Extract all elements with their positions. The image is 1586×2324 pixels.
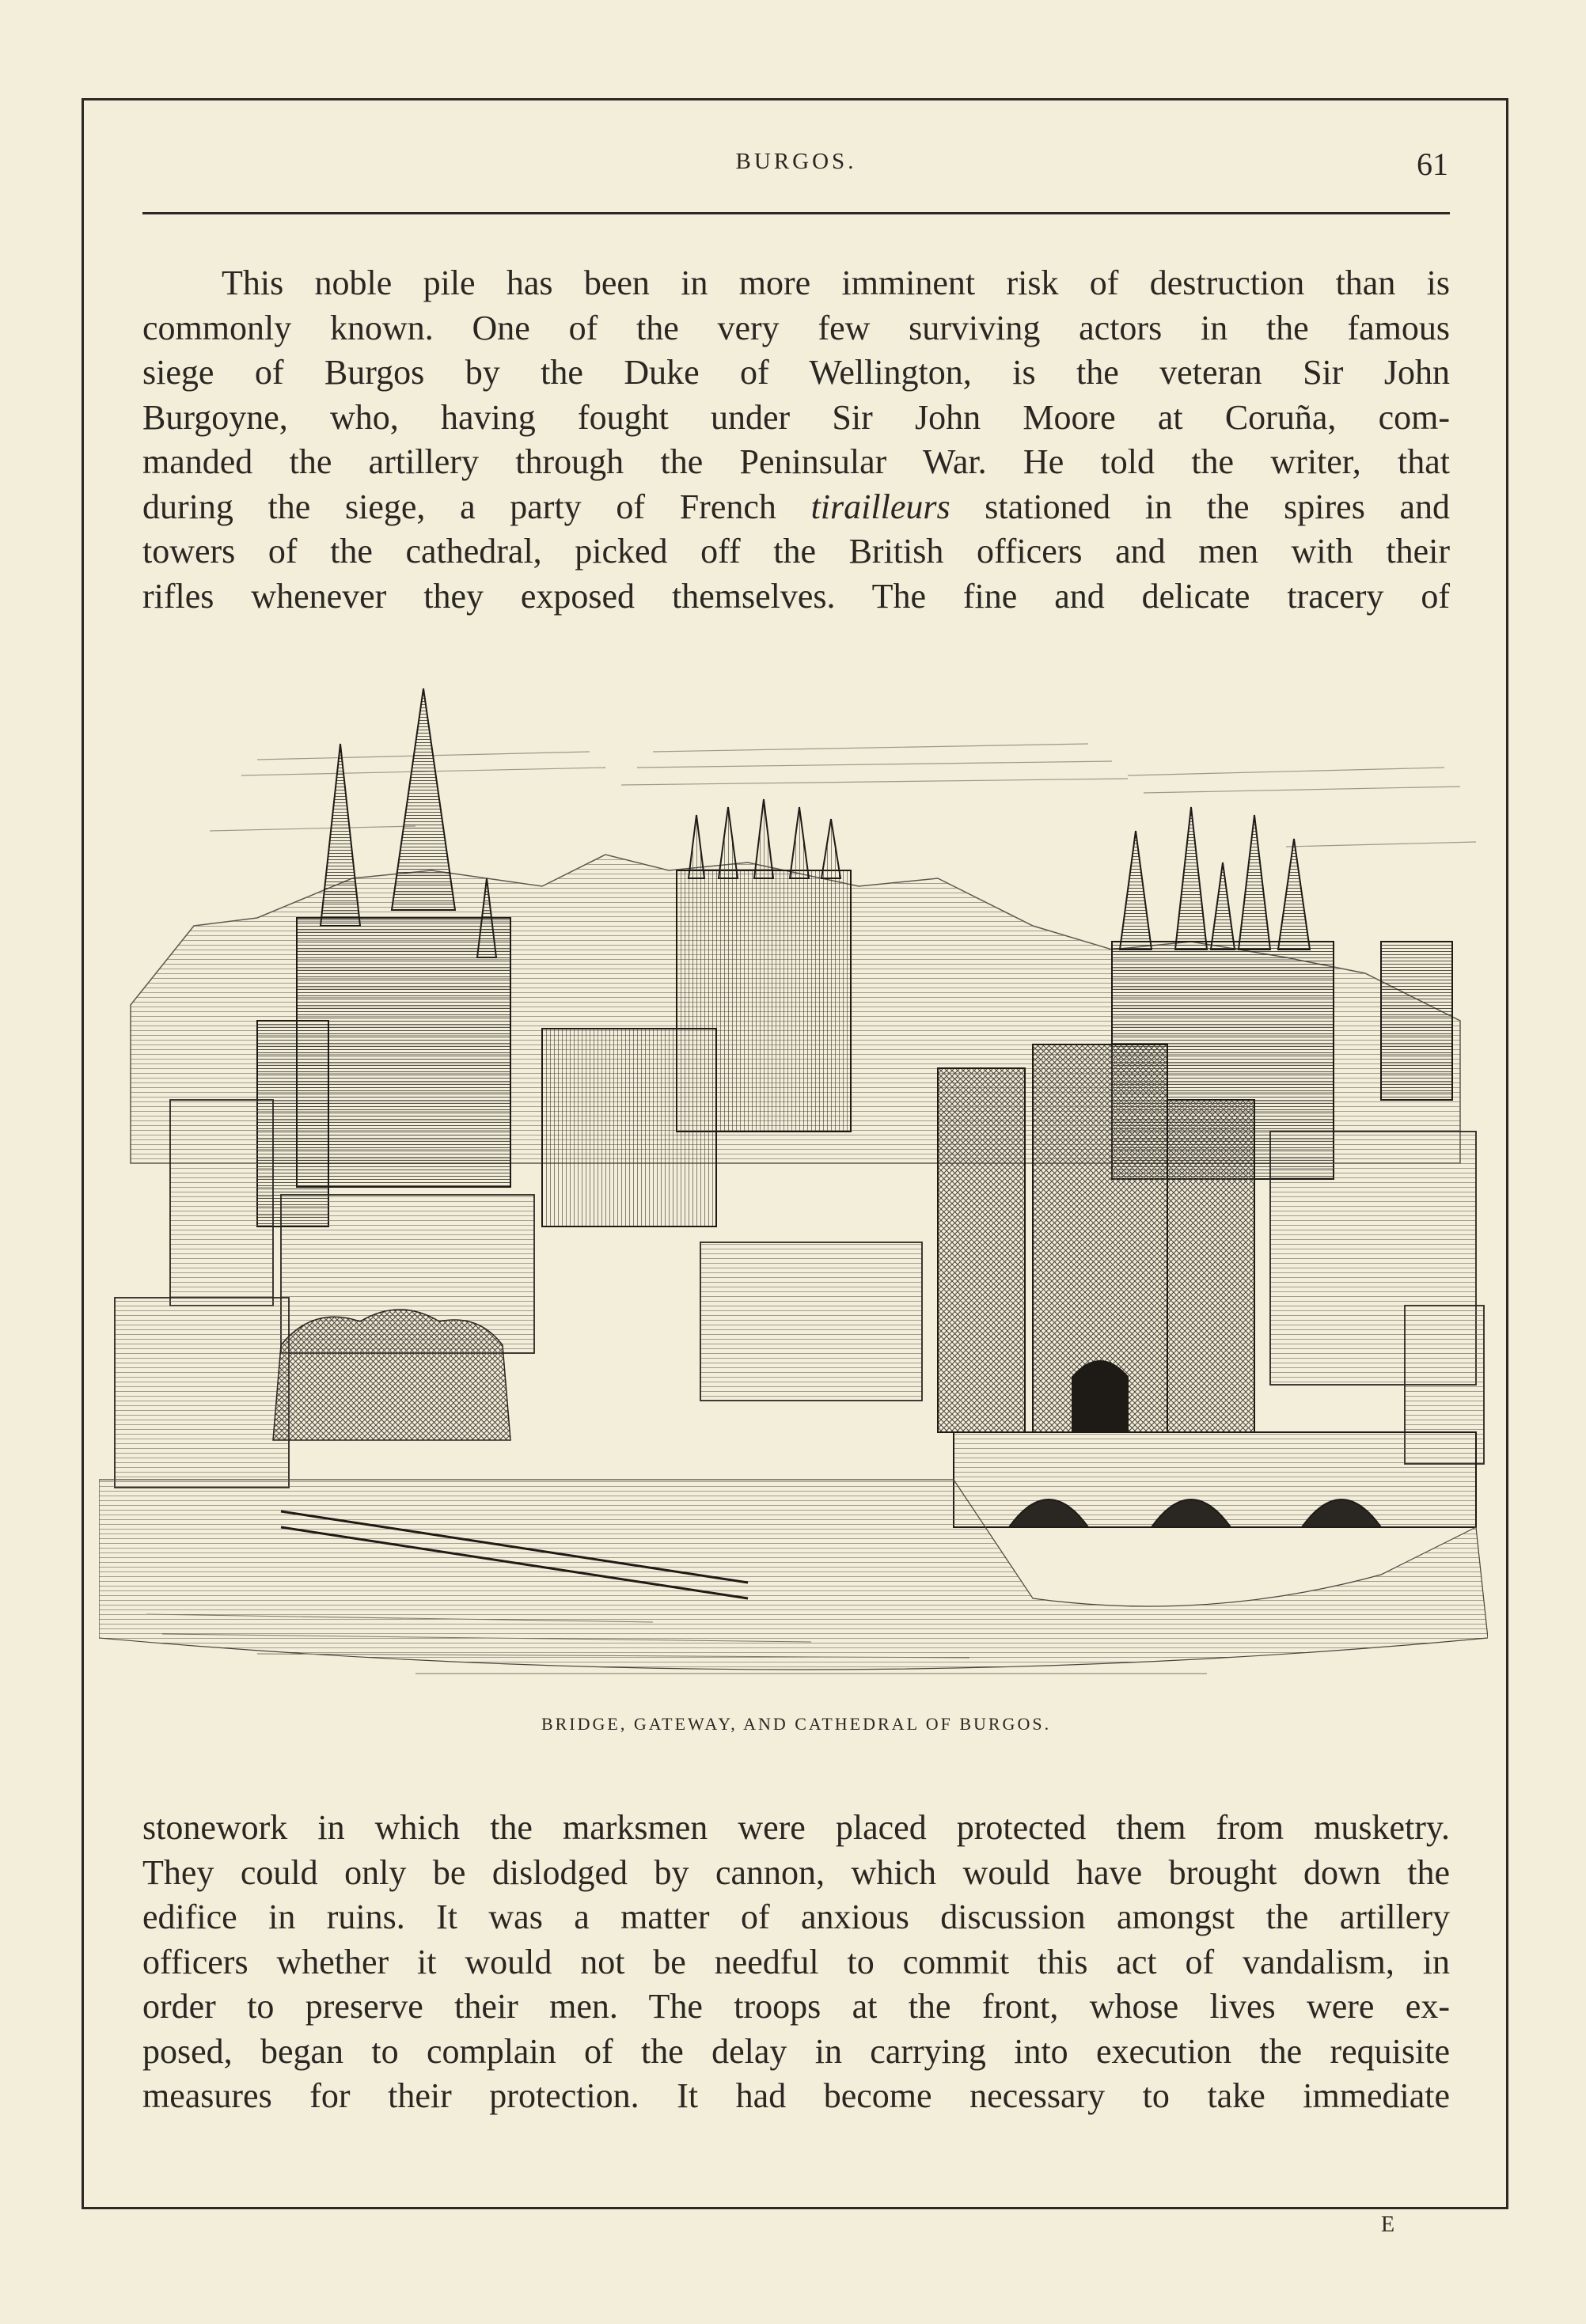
text-line-mixed bbox=[142, 485, 1450, 530]
signature-mark: E bbox=[1381, 2212, 1395, 2237]
text-line: towers of the cathedral, picked off the British officers and men with their bbox=[142, 532, 1450, 571]
text-line: This noble pile has been in more imminent risk of destruction than is bbox=[222, 263, 1450, 302]
sky-hatching bbox=[210, 744, 1476, 847]
italic-term: tirailleurs bbox=[810, 487, 950, 526]
illustration-caption: BRIDGE, GATEWAY, AND CATHEDRAL OF BURGOS. bbox=[541, 1714, 1052, 1734]
text-line: stonework in which the marksmen were placed protected them from musketry. bbox=[142, 1808, 1450, 1847]
gateway bbox=[938, 1044, 1254, 1432]
paragraph-bottom bbox=[142, 1806, 1450, 2119]
bridge bbox=[954, 1432, 1476, 1527]
running-head bbox=[142, 142, 1450, 190]
text-line: manded the artillery through the Peninsular War. He told the writer, that bbox=[142, 442, 1450, 481]
header-rule bbox=[142, 212, 1450, 214]
text-line: commonly known. One of the very few surviving actors in the famous bbox=[142, 308, 1450, 347]
text-line: rifles whenever they exposed themselves. The fine and delicate tracery of bbox=[142, 576, 1450, 616]
trees bbox=[273, 1310, 510, 1440]
text-segment: during the siege, a party of French bbox=[142, 487, 776, 526]
text-line: measures for their protection. It had become necessary to take immediate bbox=[142, 2076, 1450, 2115]
text-line: siege of Burgos by the Duke of Wellington, is the veteran Sir John bbox=[142, 353, 1450, 392]
text-line: order to preserve their men. The troops at the front, whose lives were ex- bbox=[142, 1987, 1450, 2026]
text-segment: stationed in the spires and bbox=[985, 487, 1451, 526]
text-line: officers whether it would not be needful to commit this act of vandalism, in bbox=[142, 1942, 1450, 1981]
paragraph-top bbox=[142, 261, 1450, 619]
running-title: BURGOS. bbox=[735, 149, 857, 174]
page-number: 61 bbox=[1417, 146, 1448, 182]
text-line: They could only be dislodged by cannon, which would have brought down the bbox=[142, 1852, 1450, 1892]
text-line: Burgoyne, who, having fought under Sir John Moore at Coruña, com- bbox=[142, 397, 1450, 437]
engraving-illustration bbox=[99, 688, 1488, 1693]
text-line: posed, began to complain of the delay in carrying into execution the requisite bbox=[142, 2031, 1450, 2071]
text-line: edifice in ruins. It was a matter of anxious discussion amongst the artillery bbox=[142, 1897, 1450, 1936]
